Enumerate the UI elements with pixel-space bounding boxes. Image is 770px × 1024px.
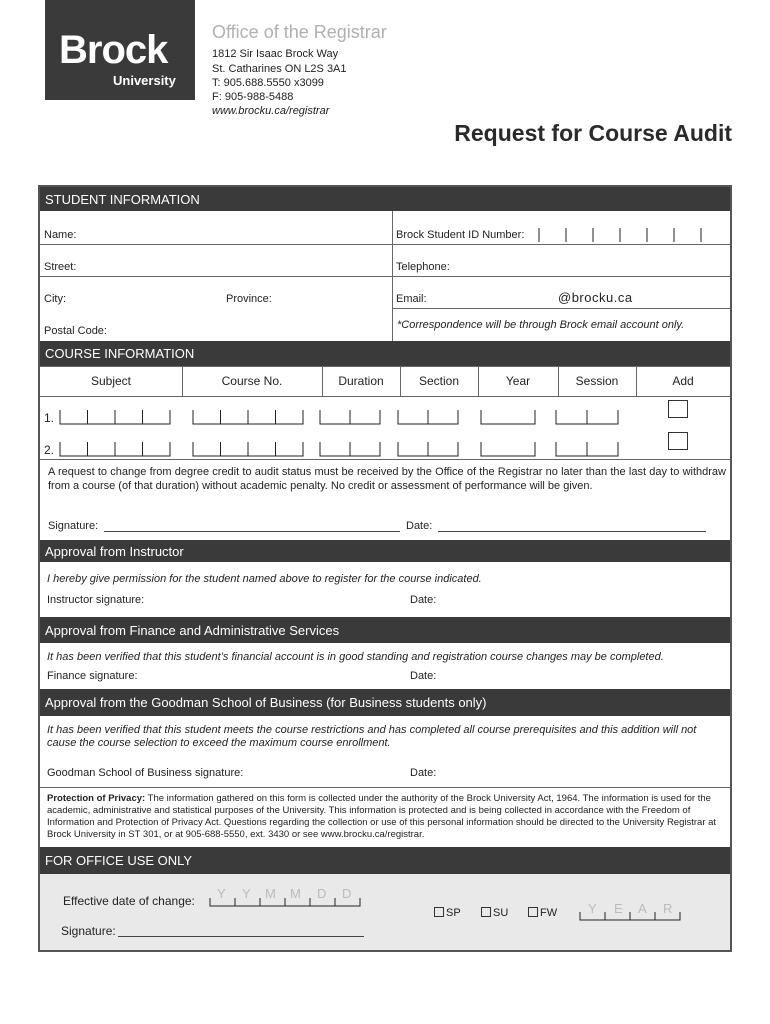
date-hint: M bbox=[265, 886, 276, 901]
session-option-sp[interactable] bbox=[434, 907, 461, 919]
goodman-signature-field[interactable] bbox=[250, 761, 396, 781]
city-label: City: bbox=[44, 293, 66, 305]
column-divider bbox=[636, 366, 637, 396]
province-field[interactable] bbox=[280, 285, 387, 307]
privacy-text: The information gathered on this form is collected under the authority of the Brock University Act, 1964. The information is used for the academic, administrative and statistical purposes of the University. This information is protected and is being collected in accordance with the Freedom of Information and Protection of Privacy Act. Questions regarding the collection or use of this personal information should be directed to the University Registrar at Brock University in ST 301, or at 905-688-5550, ext. 3430 or see www.brocku.ca/registrar. bbox=[47, 793, 717, 840]
course-info-header: COURSE INFORMATION bbox=[40, 341, 730, 366]
email-label: Email: bbox=[396, 293, 427, 305]
logo-wordmark: Brock bbox=[59, 28, 168, 72]
goodman-statement: It has been verified that this student meets the course restrictions and has completed all course prerequisites and this addition will not cause the course selection to exceed the maximum course enrollment. bbox=[47, 724, 697, 749]
column-divider bbox=[322, 366, 323, 396]
divider bbox=[40, 276, 730, 277]
finance-approval-header: Approval from Finance and Administrative Services bbox=[40, 617, 730, 643]
add-checkbox-1[interactable] bbox=[668, 400, 688, 418]
finance-statement: It has been verified that this student’s financial account is in good standing and registration course changes may be completed. bbox=[47, 651, 664, 663]
course-row-2[interactable] bbox=[40, 434, 640, 460]
name-field[interactable] bbox=[82, 222, 387, 244]
finance-signature-label: Finance signature: bbox=[47, 670, 138, 682]
date-hint: Y bbox=[242, 886, 251, 901]
student-date-field[interactable] bbox=[438, 521, 706, 532]
finance-date-label: Date: bbox=[410, 670, 437, 682]
finance-date-field[interactable] bbox=[442, 664, 702, 684]
instructor-date-label: Date: bbox=[410, 594, 437, 606]
privacy-heading: Protection of Privacy: bbox=[47, 793, 146, 804]
address-line: 1812 Sir Isaac Brock Way bbox=[212, 48, 339, 60]
date-hint: D bbox=[342, 886, 352, 901]
divider bbox=[40, 787, 730, 788]
postal-code-field[interactable] bbox=[112, 318, 387, 338]
office-signature-field[interactable] bbox=[118, 926, 364, 937]
col-session: Session bbox=[575, 374, 619, 388]
date-field-dividers bbox=[208, 886, 364, 908]
email-domain: @brocku.ca bbox=[558, 290, 633, 305]
session-label: SP bbox=[446, 907, 461, 919]
effective-date-field[interactable] bbox=[208, 886, 364, 908]
postal-code-label: Postal Code: bbox=[44, 325, 107, 337]
checkbox-icon bbox=[528, 907, 538, 917]
col-course-no: Course No. bbox=[221, 374, 283, 388]
brock-logo bbox=[45, 0, 195, 100]
year-hint: R bbox=[663, 901, 673, 916]
course-row-1[interactable] bbox=[40, 402, 640, 428]
correspondence-note: *Correspondence will be through Brock email account only. bbox=[397, 319, 685, 331]
email-field[interactable] bbox=[434, 285, 554, 307]
divider bbox=[40, 366, 730, 367]
goodman-approval-header: Approval from the Goodman School of Business (for Business students only) bbox=[40, 689, 730, 716]
checkbox-icon bbox=[434, 907, 444, 917]
goodman-signature-label: Goodman School of Business signature: bbox=[47, 767, 244, 779]
course-row-2-blanks bbox=[40, 434, 640, 460]
col-duration: Duration bbox=[338, 374, 384, 388]
column-divider bbox=[400, 366, 401, 396]
date-hint: D bbox=[317, 886, 327, 901]
session-label: FW bbox=[540, 907, 558, 919]
date-label: Date: bbox=[406, 520, 433, 532]
student-id-field[interactable] bbox=[536, 228, 711, 242]
id-digit-dividers bbox=[536, 228, 711, 242]
session-label: SU bbox=[493, 907, 509, 919]
province-label: Province: bbox=[226, 293, 272, 305]
column-divider bbox=[558, 366, 559, 396]
name-label: Name: bbox=[44, 229, 77, 241]
instructor-signature-field[interactable] bbox=[156, 588, 396, 608]
student-id-label: Brock Student ID Number: bbox=[396, 229, 525, 241]
instructor-date-field[interactable] bbox=[442, 588, 702, 608]
address-line: St. Catharines ON L2S 3A1 bbox=[212, 63, 347, 75]
form-title: Request for Course Audit bbox=[454, 120, 732, 146]
student-signature-field[interactable] bbox=[104, 521, 400, 532]
year-hint: Y bbox=[588, 901, 597, 916]
column-divider bbox=[182, 366, 183, 396]
session-option-fw[interactable] bbox=[528, 907, 557, 919]
instructor-approval-header: Approval from Instructor bbox=[40, 540, 730, 562]
instructor-signature-label: Instructor signature: bbox=[47, 594, 145, 606]
office-name: Office of the Registrar bbox=[212, 22, 387, 42]
goodman-date-label: Date: bbox=[410, 767, 437, 779]
checkbox-icon bbox=[481, 907, 491, 917]
phone-line: T: 905.688.5550 x3099 bbox=[212, 77, 324, 89]
divider bbox=[40, 459, 730, 460]
student-info-header: STUDENT INFORMATION bbox=[40, 187, 730, 211]
year-hint: A bbox=[638, 901, 647, 916]
office-signature-label: Signature: bbox=[61, 924, 116, 938]
session-year-field[interactable] bbox=[578, 900, 684, 922]
fax-line: F: 905-988-5488 bbox=[212, 91, 294, 103]
instructor-statement: I hereby give permission for the student named above to register for the course indicated. bbox=[47, 573, 482, 585]
course-table-header bbox=[40, 366, 730, 396]
telephone-field[interactable] bbox=[458, 253, 726, 275]
col-section: Section bbox=[418, 374, 460, 388]
divider bbox=[40, 396, 730, 397]
telephone-label: Telephone: bbox=[396, 261, 450, 273]
effective-date-label: Effective date of change: bbox=[63, 894, 195, 908]
finance-signature-field[interactable] bbox=[146, 664, 396, 684]
logo-subtitle: University bbox=[113, 73, 176, 88]
date-hint: Y bbox=[217, 886, 226, 901]
city-field[interactable] bbox=[72, 285, 222, 307]
column-divider bbox=[478, 366, 479, 396]
divider bbox=[40, 244, 730, 245]
year-hint: E bbox=[614, 901, 623, 916]
goodman-date-field[interactable] bbox=[442, 761, 702, 781]
course-row-1-blanks bbox=[40, 402, 640, 428]
divider bbox=[392, 308, 730, 309]
col-subject: Subject bbox=[90, 374, 132, 388]
signature-label: Signature: bbox=[48, 520, 99, 532]
row-number: 2. bbox=[44, 443, 55, 457]
website-link[interactable]: www.brocku.ca/registrar bbox=[212, 105, 330, 117]
street-field[interactable] bbox=[84, 253, 387, 275]
session-option-su[interactable] bbox=[481, 907, 508, 919]
col-year: Year bbox=[505, 374, 531, 388]
row-number: 1. bbox=[44, 411, 55, 425]
add-checkbox-2[interactable] bbox=[668, 432, 688, 450]
office-use-header: FOR OFFICE USE ONLY bbox=[40, 847, 730, 874]
audit-notice: A request to change from degree credit to audit status must be received by the Office of the Registrar no later than the last day to withdraw from a course (of that duration) without academic penalty. No credit or assessment of performance will be given. bbox=[48, 466, 726, 492]
col-add: Add bbox=[672, 374, 694, 388]
street-label: Street: bbox=[44, 261, 77, 273]
privacy-notice bbox=[47, 793, 723, 841]
date-hint: M bbox=[290, 886, 301, 901]
